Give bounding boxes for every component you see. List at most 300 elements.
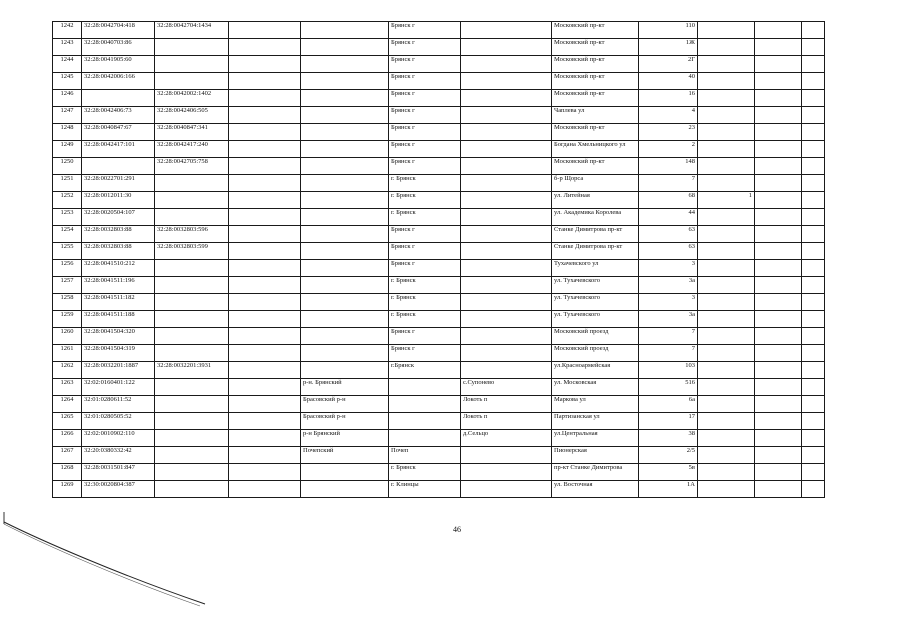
cadastral-number-cell: 32:02:0010902:110 <box>82 430 155 447</box>
empty-cell <box>802 294 825 311</box>
street-cell: ул. Литейная <box>552 192 639 209</box>
street-cell: Московский проезд <box>552 328 639 345</box>
house-number-cell: 516 <box>639 379 698 396</box>
district-cell <box>301 192 389 209</box>
empty-cell <box>229 226 301 243</box>
cadastral-number-cell: 32:28:0040847:67 <box>82 124 155 141</box>
building-cell <box>698 90 755 107</box>
settlement-cell <box>461 243 552 260</box>
empty-cell <box>229 107 301 124</box>
street-cell: ул. Академика Королева <box>552 209 639 226</box>
empty-cell <box>802 328 825 345</box>
empty-cell <box>755 430 802 447</box>
house-number-cell: 3а <box>639 277 698 294</box>
empty-cell <box>229 362 301 379</box>
row-number-cell: 1244 <box>53 56 82 73</box>
empty-cell <box>802 141 825 158</box>
city-cell: Брянск г <box>389 56 461 73</box>
empty-cell <box>755 328 802 345</box>
cadastral-number-2-cell <box>155 175 229 192</box>
district-cell <box>301 481 389 498</box>
table-row <box>53 226 825 243</box>
city-cell: г. Брянск <box>389 192 461 209</box>
row-number-cell: 1260 <box>53 328 82 345</box>
building-cell <box>698 39 755 56</box>
row-number-cell: 1268 <box>53 464 82 481</box>
house-number-cell: 2 <box>639 141 698 158</box>
table-row <box>53 328 825 345</box>
district-cell <box>301 22 389 39</box>
empty-cell <box>229 39 301 56</box>
cadastral-number-cell: 32:28:0041510:212 <box>82 260 155 277</box>
settlement-cell <box>461 447 552 464</box>
empty-cell <box>229 73 301 90</box>
empty-cell <box>802 107 825 124</box>
cadastral-number-cell: 32:28:0020504:107 <box>82 209 155 226</box>
table-row <box>53 447 825 464</box>
city-cell: Брянск г <box>389 141 461 158</box>
city-cell: г. Клинцы <box>389 481 461 498</box>
city-cell: Брянск г <box>389 226 461 243</box>
table-row <box>53 430 825 447</box>
city-cell: Почеп <box>389 447 461 464</box>
city-cell: Брянск г <box>389 243 461 260</box>
cadastral-number-2-cell <box>155 413 229 430</box>
settlement-cell <box>461 345 552 362</box>
cadastral-number-2-cell: 32:28:0042417:240 <box>155 141 229 158</box>
street-cell: Пионерская <box>552 447 639 464</box>
cadastral-number-2-cell <box>155 379 229 396</box>
row-number-cell: 1256 <box>53 260 82 277</box>
cadastral-number-2-cell <box>155 209 229 226</box>
empty-cell <box>229 124 301 141</box>
house-number-cell: 1А <box>639 481 698 498</box>
building-cell <box>698 226 755 243</box>
cadastral-number-cell: 32:28:0041504:320 <box>82 328 155 345</box>
city-cell: Брянск г <box>389 328 461 345</box>
empty-cell <box>802 447 825 464</box>
empty-cell <box>229 430 301 447</box>
cadastral-number-2-cell <box>155 260 229 277</box>
district-cell: р-н Брянский <box>301 430 389 447</box>
empty-cell <box>755 209 802 226</box>
city-cell: Брянск г <box>389 124 461 141</box>
house-number-cell: 7 <box>639 175 698 192</box>
cadastral-number-cell: 32:20:0380332:42 <box>82 447 155 464</box>
table-row <box>53 481 825 498</box>
building-cell <box>698 107 755 124</box>
street-cell: Московский пр-кт <box>552 73 639 90</box>
settlement-cell: д.Сельцо <box>461 430 552 447</box>
cadastral-number-cell: 32:01:0280505:52 <box>82 413 155 430</box>
empty-cell <box>229 379 301 396</box>
settlement-cell <box>461 464 552 481</box>
settlement-cell: с.Супонево <box>461 379 552 396</box>
empty-cell <box>755 22 802 39</box>
city-cell: г. Брянск <box>389 175 461 192</box>
settlement-cell <box>461 73 552 90</box>
empty-cell <box>755 362 802 379</box>
house-number-cell: 63 <box>639 226 698 243</box>
house-number-cell: 4 <box>639 107 698 124</box>
empty-cell <box>802 192 825 209</box>
cadastral-number-2-cell <box>155 328 229 345</box>
district-cell <box>301 73 389 90</box>
cadastral-number-cell: 32:28:0041511:188 <box>82 311 155 328</box>
empty-cell <box>755 243 802 260</box>
cadastral-number-cell: 32:28:0041504:319 <box>82 345 155 362</box>
table-row <box>53 277 825 294</box>
house-number-cell: 103 <box>639 362 698 379</box>
street-cell: Московский пр-кт <box>552 124 639 141</box>
house-number-cell: 1Ж <box>639 39 698 56</box>
cadastral-number-2-cell <box>155 345 229 362</box>
city-cell <box>389 413 461 430</box>
empty-cell <box>802 430 825 447</box>
row-number-cell: 1257 <box>53 277 82 294</box>
street-cell: Тухачевского ул <box>552 260 639 277</box>
street-cell: Партизанская ул <box>552 413 639 430</box>
street-cell: ул.Центральная <box>552 430 639 447</box>
street-cell: Станке Димитрова пр-кт <box>552 226 639 243</box>
building-cell <box>698 362 755 379</box>
settlement-cell <box>461 192 552 209</box>
address-table <box>52 21 825 498</box>
settlement-cell <box>461 22 552 39</box>
empty-cell <box>802 345 825 362</box>
city-cell: г. Брянск <box>389 209 461 226</box>
settlement-cell <box>461 311 552 328</box>
city-cell: Брянск г <box>389 345 461 362</box>
cadastral-number-2-cell: 32:28:0042705:758 <box>155 158 229 175</box>
cadastral-number-cell <box>82 90 155 107</box>
city-cell: Брянск г <box>389 158 461 175</box>
settlement-cell <box>461 481 552 498</box>
settlement-cell <box>461 277 552 294</box>
city-cell: Брянск г <box>389 260 461 277</box>
empty-cell <box>802 158 825 175</box>
table-row <box>53 158 825 175</box>
city-cell: г. Брянск <box>389 464 461 481</box>
settlement-cell: Локоть п <box>461 396 552 413</box>
house-number-cell: 6а <box>639 396 698 413</box>
settlement-cell: Локоть п <box>461 413 552 430</box>
empty-cell <box>755 379 802 396</box>
empty-cell <box>229 277 301 294</box>
district-cell <box>301 107 389 124</box>
district-cell <box>301 56 389 73</box>
empty-cell <box>802 379 825 396</box>
cadastral-number-2-cell <box>155 311 229 328</box>
house-number-cell: 110 <box>639 22 698 39</box>
street-cell: Московский проезд <box>552 345 639 362</box>
building-cell <box>698 141 755 158</box>
row-number-cell: 1264 <box>53 396 82 413</box>
house-number-cell: 38 <box>639 430 698 447</box>
empty-cell <box>802 464 825 481</box>
cadastral-number-cell: 32:28:0041511:182 <box>82 294 155 311</box>
table-row <box>53 192 825 209</box>
empty-cell <box>802 243 825 260</box>
empty-cell <box>755 311 802 328</box>
cadastral-number-2-cell <box>155 277 229 294</box>
district-cell <box>301 328 389 345</box>
row-number-cell: 1269 <box>53 481 82 498</box>
empty-cell <box>229 328 301 345</box>
cadastral-number-2-cell <box>155 430 229 447</box>
row-number-cell: 1263 <box>53 379 82 396</box>
house-number-cell: 7 <box>639 345 698 362</box>
district-cell <box>301 294 389 311</box>
cadastral-number-cell: 32:28:0032803:88 <box>82 226 155 243</box>
row-number-cell: 1249 <box>53 141 82 158</box>
empty-cell <box>802 226 825 243</box>
table-row <box>53 39 825 56</box>
empty-cell <box>229 141 301 158</box>
district-cell: р-н. Брянский <box>301 379 389 396</box>
settlement-cell <box>461 39 552 56</box>
house-number-cell: 148 <box>639 158 698 175</box>
empty-cell <box>229 192 301 209</box>
table-row <box>53 209 825 226</box>
row-number-cell: 1247 <box>53 107 82 124</box>
district-cell <box>301 464 389 481</box>
cadastral-number-cell: 32:28:0042704:418 <box>82 22 155 39</box>
city-cell <box>389 430 461 447</box>
empty-cell <box>755 260 802 277</box>
street-cell: пр-кт Станке Димитрова <box>552 464 639 481</box>
empty-cell <box>802 362 825 379</box>
empty-cell <box>802 56 825 73</box>
empty-cell <box>755 175 802 192</box>
house-number-cell: 44 <box>639 209 698 226</box>
cadastral-number-2-cell <box>155 464 229 481</box>
table-row <box>53 22 825 39</box>
table-row <box>53 243 825 260</box>
district-cell <box>301 90 389 107</box>
empty-cell <box>755 56 802 73</box>
settlement-cell <box>461 107 552 124</box>
empty-cell <box>755 158 802 175</box>
city-cell: г. Брянск <box>389 294 461 311</box>
row-number-cell: 1261 <box>53 345 82 362</box>
street-cell: б-р Щорса <box>552 175 639 192</box>
empty-cell <box>229 209 301 226</box>
row-number-cell: 1259 <box>53 311 82 328</box>
empty-cell <box>802 209 825 226</box>
house-number-cell: 3а <box>639 311 698 328</box>
empty-cell <box>229 56 301 73</box>
cadastral-number-2-cell: 32:28:0032803:596 <box>155 226 229 243</box>
settlement-cell <box>461 124 552 141</box>
cadastral-number-cell: 32:28:0012011:30 <box>82 192 155 209</box>
street-cell: Московский пр-кт <box>552 22 639 39</box>
city-cell: г. Брянск <box>389 311 461 328</box>
empty-cell <box>755 345 802 362</box>
street-cell: ул.Красноармейская <box>552 362 639 379</box>
cadastral-number-cell: 32:28:0042006:166 <box>82 73 155 90</box>
cadastral-number-cell: 32:28:0032201:1887 <box>82 362 155 379</box>
cadastral-number-2-cell <box>155 73 229 90</box>
building-cell <box>698 277 755 294</box>
city-cell: Брянск г <box>389 107 461 124</box>
empty-cell <box>802 73 825 90</box>
empty-cell <box>755 192 802 209</box>
empty-cell <box>755 73 802 90</box>
settlement-cell <box>461 294 552 311</box>
building-cell <box>698 345 755 362</box>
building-cell: 1 <box>698 192 755 209</box>
cadastral-number-2-cell <box>155 294 229 311</box>
district-cell: Почепский <box>301 447 389 464</box>
settlement-cell <box>461 56 552 73</box>
street-cell: Московский пр-кт <box>552 56 639 73</box>
settlement-cell <box>461 328 552 345</box>
empty-cell <box>229 294 301 311</box>
cadastral-number-2-cell: 32:28:0032201:3931 <box>155 362 229 379</box>
house-number-cell: 23 <box>639 124 698 141</box>
empty-cell <box>755 447 802 464</box>
cadastral-number-cell: 32:28:0041511:196 <box>82 277 155 294</box>
row-number-cell: 1265 <box>53 413 82 430</box>
table-row <box>53 175 825 192</box>
empty-cell <box>229 481 301 498</box>
cadastral-number-2-cell <box>155 39 229 56</box>
district-cell <box>301 226 389 243</box>
empty-cell <box>755 107 802 124</box>
settlement-cell <box>461 158 552 175</box>
settlement-cell <box>461 175 552 192</box>
table-row <box>53 124 825 141</box>
table-row <box>53 73 825 90</box>
city-cell: г.Брянск <box>389 362 461 379</box>
empty-cell <box>755 226 802 243</box>
row-number-cell: 1251 <box>53 175 82 192</box>
street-cell: Московский пр-кт <box>552 158 639 175</box>
cadastral-number-cell: 32:28:0041905:60 <box>82 56 155 73</box>
district-cell <box>301 175 389 192</box>
cadastral-number-2-cell: 32:28:0032803:599 <box>155 243 229 260</box>
building-cell <box>698 294 755 311</box>
city-cell <box>389 379 461 396</box>
street-cell: ул. Тухачевского <box>552 277 639 294</box>
empty-cell <box>802 277 825 294</box>
street-cell: Богдана Хмельницкого ул <box>552 141 639 158</box>
city-cell: Брянск г <box>389 73 461 90</box>
empty-cell <box>755 39 802 56</box>
settlement-cell <box>461 362 552 379</box>
row-number-cell: 1250 <box>53 158 82 175</box>
cadastral-number-cell: 32:01:0280611:52 <box>82 396 155 413</box>
table-row <box>53 311 825 328</box>
building-cell <box>698 311 755 328</box>
empty-cell <box>802 22 825 39</box>
table-row <box>53 260 825 277</box>
street-cell: Маркова ул <box>552 396 639 413</box>
building-cell <box>698 396 755 413</box>
empty-cell <box>229 22 301 39</box>
empty-cell <box>229 158 301 175</box>
cadastral-number-cell: 32:28:0022701:291 <box>82 175 155 192</box>
building-cell <box>698 260 755 277</box>
empty-cell <box>229 396 301 413</box>
row-number-cell: 1246 <box>53 90 82 107</box>
building-cell <box>698 124 755 141</box>
page-number: 46 <box>453 525 461 534</box>
building-cell <box>698 328 755 345</box>
row-number-cell: 1248 <box>53 124 82 141</box>
row-number-cell: 1254 <box>53 226 82 243</box>
street-cell: Московский пр-кт <box>552 90 639 107</box>
empty-cell <box>755 294 802 311</box>
building-cell <box>698 158 755 175</box>
city-cell: г. Брянск <box>389 277 461 294</box>
street-cell: Станке Димитрова пр-кт <box>552 243 639 260</box>
district-cell <box>301 243 389 260</box>
table-row <box>53 345 825 362</box>
house-number-cell: 5в <box>639 464 698 481</box>
empty-cell <box>229 311 301 328</box>
house-number-cell: 3 <box>639 294 698 311</box>
building-cell <box>698 22 755 39</box>
empty-cell <box>755 464 802 481</box>
district-cell <box>301 39 389 56</box>
row-number-cell: 1255 <box>53 243 82 260</box>
settlement-cell <box>461 90 552 107</box>
cadastral-number-2-cell <box>155 396 229 413</box>
empty-cell <box>229 345 301 362</box>
empty-cell <box>229 260 301 277</box>
district-cell <box>301 362 389 379</box>
settlement-cell <box>461 209 552 226</box>
district-cell <box>301 345 389 362</box>
empty-cell <box>802 175 825 192</box>
cadastral-number-cell: 32:30:0020804:387 <box>82 481 155 498</box>
empty-cell <box>802 260 825 277</box>
cadastral-number-2-cell <box>155 481 229 498</box>
cadastral-number-2-cell <box>155 56 229 73</box>
table-row <box>53 413 825 430</box>
row-number-cell: 1245 <box>53 73 82 90</box>
city-cell <box>389 396 461 413</box>
building-cell <box>698 175 755 192</box>
table-row <box>53 90 825 107</box>
cadastral-number-cell: 32:28:0040703:86 <box>82 39 155 56</box>
settlement-cell <box>461 260 552 277</box>
table-body <box>53 22 825 498</box>
table-row <box>53 362 825 379</box>
empty-cell <box>229 90 301 107</box>
empty-cell <box>755 413 802 430</box>
cadastral-number-cell <box>82 158 155 175</box>
table-row <box>53 107 825 124</box>
street-cell: ул. Тухачевского <box>552 294 639 311</box>
table-row <box>53 141 825 158</box>
row-number-cell: 1267 <box>53 447 82 464</box>
empty-cell <box>755 277 802 294</box>
city-cell: Брянск г <box>389 90 461 107</box>
building-cell <box>698 413 755 430</box>
table-row <box>53 379 825 396</box>
empty-cell <box>802 396 825 413</box>
house-number-cell: 40 <box>639 73 698 90</box>
empty-cell <box>802 124 825 141</box>
house-number-cell: 68 <box>639 192 698 209</box>
empty-cell <box>229 447 301 464</box>
building-cell <box>698 430 755 447</box>
house-number-cell: 3 <box>639 260 698 277</box>
table-row <box>53 396 825 413</box>
